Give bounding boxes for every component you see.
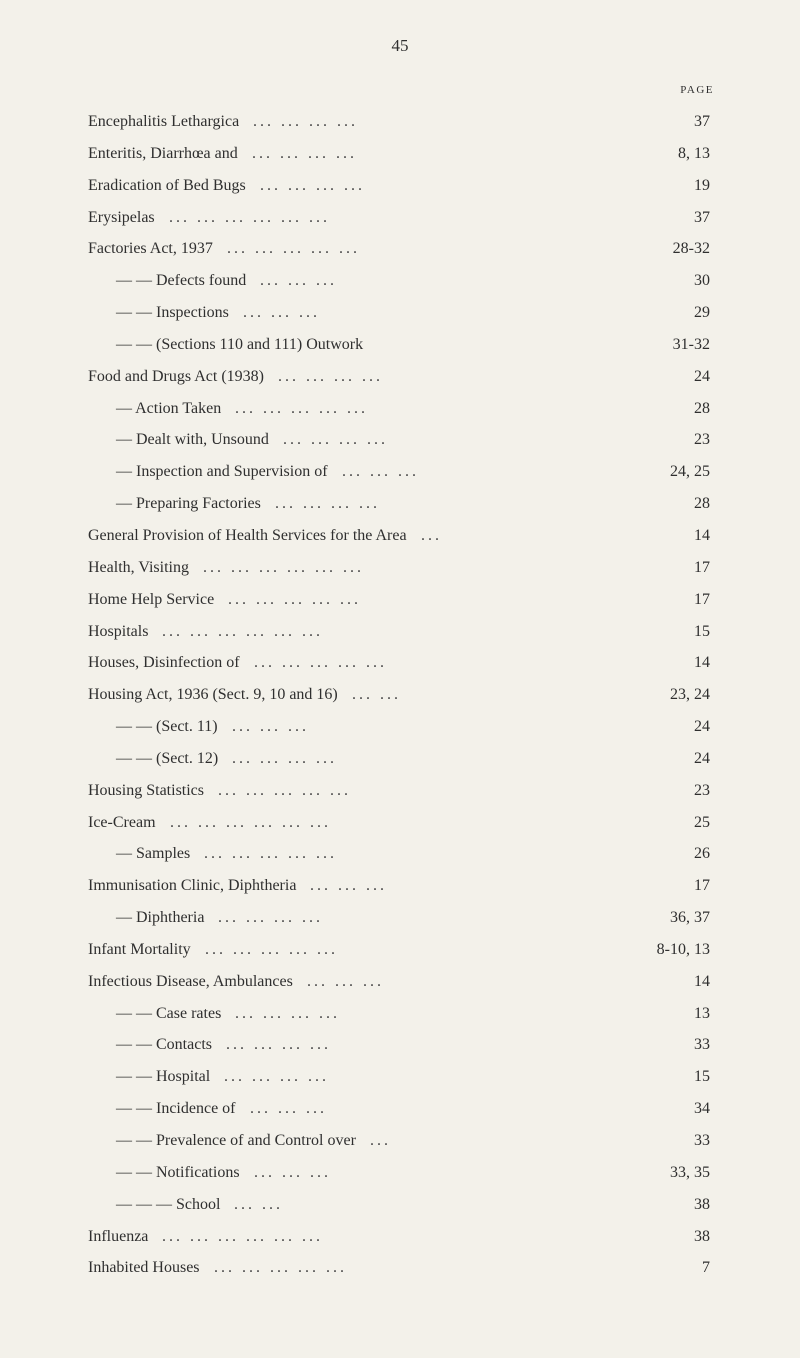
entry-label: Erysipelas (88, 208, 155, 226)
index-entry (0, 393, 800, 425)
leader-dots: ... ... (234, 1195, 283, 1213)
leader-dots: ... ... ... ... ... (235, 399, 368, 417)
entry-page-ref: 14 (694, 972, 710, 990)
entry-page-ref: 19 (694, 176, 710, 194)
index-entry (0, 902, 800, 934)
index-entry (0, 202, 800, 234)
leader-dots: ... ... ... ... ... (227, 240, 360, 258)
entry-page-ref: 24, 25 (670, 463, 710, 481)
index-entry (0, 807, 800, 839)
leader-dots: ... ... ... ... ... ... (162, 1227, 323, 1245)
leader-dots: ... ... ... ... ... (204, 845, 337, 863)
entry-label: — Preparing Factories (116, 495, 261, 513)
entry-label: Health, Visiting (88, 558, 189, 576)
entry-page-ref: 26 (694, 845, 710, 863)
entry-page-ref: 37 (694, 208, 710, 226)
entry-page-ref: 13 (694, 1004, 710, 1022)
entry-page-ref: 24 (694, 367, 710, 385)
index-entry (0, 106, 800, 138)
leader-dots: ... ... ... (310, 877, 387, 895)
index-entry (0, 775, 800, 807)
entry-page-ref: 33, 35 (670, 1163, 710, 1181)
entry-label: Food and Drugs Act (1938) (88, 367, 264, 385)
entry-page-ref: 17 (694, 877, 710, 895)
entry-page-ref: 8-10, 13 (656, 940, 710, 958)
index-entry (0, 456, 800, 488)
entry-page-ref: 24 (694, 749, 710, 767)
entry-label: — — Hospital (116, 1068, 211, 1086)
entry-label: Enteritis, Diarrhœa and (88, 144, 238, 162)
entry-page-ref: 36, 37 (670, 909, 710, 927)
entry-page-ref: 31-32 (672, 335, 710, 353)
entry-label: Immunisation Clinic, Diphtheria (88, 877, 297, 895)
index-entry (0, 361, 800, 393)
entry-page-ref: 25 (694, 813, 710, 831)
entry-label: Factories Act, 1937 (88, 240, 213, 258)
entry-page-ref: 30 (694, 272, 710, 290)
leader-dots: ... ... ... ... ... (214, 1259, 347, 1277)
index-entry (0, 1157, 800, 1189)
entry-page-ref: 24 (694, 718, 710, 736)
leader-dots: ... ... ... ... (278, 367, 383, 385)
entry-page-ref: 28-32 (672, 240, 710, 258)
entry-label: — — (Sections 110 and 111) Outwork (116, 335, 364, 353)
entry-label: Houses, Disinfection of (88, 654, 240, 672)
leader-dots: ... (421, 526, 442, 544)
entry-page-ref: 15 (694, 622, 710, 640)
index-entry (0, 170, 800, 202)
entry-page-ref: 23 (694, 781, 710, 799)
entry-page-ref: 33 (694, 1036, 710, 1054)
index-entry (0, 584, 800, 616)
leader-dots: ... ... ... ... (224, 1068, 329, 1086)
entry-label: — — Inspections (116, 304, 229, 322)
entry-label: — Dealt with, Unsound (116, 431, 269, 449)
index-entry (0, 743, 800, 775)
entry-label: Housing Statistics (88, 781, 205, 799)
leader-dots: ... ... ... (232, 718, 309, 736)
entry-label: — — (Sect. 11) (116, 718, 218, 736)
leader-dots: ... ... ... ... ... ... (169, 208, 330, 226)
entry-label: — — Case rates (116, 1004, 222, 1022)
index-entry (0, 1252, 800, 1284)
index-entry (0, 679, 800, 711)
index-entry (0, 138, 800, 170)
entry-page-ref: 14 (694, 654, 710, 672)
leader-dots: ... ... ... ... ... (205, 940, 338, 958)
entry-page-ref: 23 (694, 431, 710, 449)
entry-page-ref: 23, 24 (670, 686, 710, 704)
entry-label: — — — School (116, 1195, 221, 1213)
index-entry (0, 520, 800, 552)
leader-dots: ... ... ... ... (253, 113, 358, 130)
leader-dots: ... (370, 1132, 391, 1149)
entry-page-ref: 33 (694, 1132, 710, 1149)
entry-page-ref: 34 (694, 1100, 710, 1118)
entry-page-ref: 15 (694, 1068, 710, 1086)
leader-dots: ... ... ... (342, 463, 419, 481)
leader-dots: ... ... ... (250, 1100, 327, 1118)
entry-page-ref: 17 (694, 558, 710, 576)
entry-label: — — (Sect. 12) (116, 749, 219, 767)
entry-page-ref: 17 (694, 590, 710, 608)
leader-dots: ... ... ... ... (260, 176, 365, 194)
entry-page-ref: 37 (694, 113, 710, 130)
index-entry (0, 838, 800, 870)
index-entry (0, 1029, 800, 1061)
entry-page-ref: 38 (694, 1227, 710, 1245)
leader-dots: ... ... ... ... ... ... (203, 558, 364, 576)
index-entry (0, 1125, 800, 1157)
entry-page-ref: 29 (694, 304, 710, 322)
entry-page-ref: 28 (694, 399, 710, 417)
leader-dots: ... ... ... (260, 272, 337, 290)
entry-label: Ice-Cream (88, 813, 156, 831)
entry-label: — — Prevalence of and Control over (116, 1132, 356, 1149)
leader-dots: ... ... ... (243, 304, 320, 322)
entry-label: Home Help Service (88, 590, 215, 608)
entry-label: — — Defects found (116, 272, 247, 290)
leader-dots: ... ... ... ... (252, 144, 357, 162)
leader-dots: ... ... ... ... ... ... (170, 813, 331, 831)
leader-dots: ... ... ... ... ... (228, 590, 361, 608)
entry-label: Infant Mortality (88, 940, 191, 958)
entry-page-ref: 14 (694, 526, 710, 544)
index-list (0, 106, 800, 1284)
page-column-header: PAGE (680, 84, 714, 96)
entry-label: Infectious Disease, Ambulances (88, 972, 293, 990)
entry-label: — Diphtheria (116, 909, 205, 927)
entry-page-ref: 38 (694, 1195, 710, 1213)
page-number: 45 (391, 36, 409, 55)
index-entry (0, 616, 800, 648)
index-entry (0, 552, 800, 584)
leader-dots: ... ... ... ... (235, 1004, 340, 1022)
entry-page-ref: 7 (702, 1259, 710, 1277)
index-entry (0, 1061, 800, 1093)
entry-label: Hospitals (88, 622, 149, 640)
entry-label: — Inspection and Supervision of (116, 463, 328, 481)
index-entry (0, 647, 800, 679)
entry-label: Encephalitis Lethargica (88, 113, 240, 130)
index-entry (0, 1221, 800, 1253)
leader-dots: ... ... ... (254, 1163, 331, 1181)
entry-label: Influenza (88, 1227, 149, 1245)
entry-label: Inhabited Houses (88, 1259, 200, 1277)
index-entry (0, 1093, 800, 1125)
leader-dots: ... ... ... ... ... ... (162, 622, 323, 640)
index-entry (0, 265, 800, 297)
leader-dots: ... ... ... ... (218, 909, 323, 927)
index-entry (0, 998, 800, 1030)
entry-label: Eradication of Bed Bugs (88, 176, 246, 194)
leader-dots: ... ... ... ... (283, 431, 388, 449)
index-entry (0, 1189, 800, 1221)
entry-label: General Provision of Health Services for the Area (88, 526, 407, 544)
entry-page-ref: 28 (694, 495, 710, 513)
entry-label: — — Contacts (116, 1036, 212, 1054)
entry-page-ref: 8, 13 (678, 144, 710, 162)
entry-label: Housing Act, 1936 (Sect. 9, 10 and 16) (88, 686, 338, 704)
index-entry (0, 424, 800, 456)
index-entry (0, 711, 800, 743)
index-entry (0, 329, 800, 361)
entry-label: — Samples (116, 845, 191, 863)
entry-label: — Action Taken (116, 399, 222, 417)
leader-dots: ... ... ... ... (275, 495, 380, 513)
index-entry (0, 488, 800, 520)
index-entry (0, 934, 800, 966)
leader-dots: ... ... (352, 686, 401, 704)
leader-dots: ... ... ... ... (226, 1036, 331, 1054)
index-entry (0, 233, 800, 265)
index-entry (0, 870, 800, 902)
leader-dots: ... ... ... ... ... (218, 781, 351, 799)
entry-label: — — Incidence of (116, 1100, 236, 1118)
leader-dots: ... ... ... ... ... (254, 654, 387, 672)
index-entry (0, 966, 800, 998)
leader-dots: ... ... ... (307, 972, 384, 990)
leader-dots: ... ... ... ... (232, 749, 337, 767)
index-entry (0, 297, 800, 329)
entry-label: — — Notifications (116, 1163, 240, 1181)
